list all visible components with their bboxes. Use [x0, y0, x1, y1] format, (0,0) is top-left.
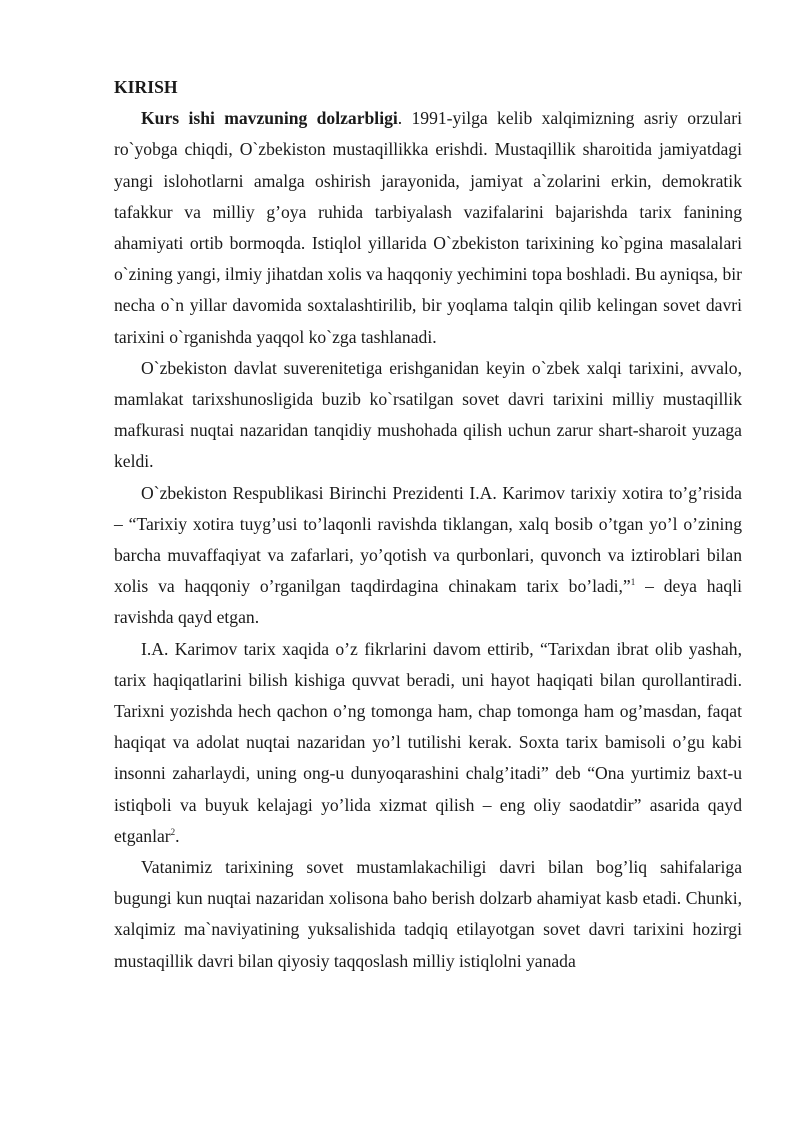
- paragraph-karimov-quote: [114, 634, 742, 852]
- paragraph-text: I.A. Karimov tarix xaqida o’z fikrlarini davom ettirib, “Tarixdan ibrat olib yashah, tarix haqiqatlarini bilish kishiga quvvat beradi, uni hayot haqiqati bilan qurollantiradi. Tarixni yozishda hech qachon o’ng tomonga ham, chap tomonga ham og’masdan, faqat haqiqat va adolat nuqtai nazaridan yo’l tutilishi kerak. Soxta tarix bamisoli o’gu kabi insonni zaharlaydi, uning ong-u dunyoqarashini chalg’itadi” deb “Ona yurtimiz baxt-u istiqboli va buyuk kelajagi yo’lida xizmat qilish – eng oliy saodatdir” asarida qayd etganlar: [114, 638, 742, 846]
- document-page: [114, 72, 742, 977]
- paragraph-lead: Kurs ishi mavzuning dolzarbligi: [141, 108, 398, 129]
- paragraph-sovereignty: [114, 353, 742, 478]
- footnote-marker[interactable]: 1: [630, 577, 636, 588]
- paragraph-text: O`zbekiston davlat suverenitetiga erishganidan keyin o`zbek xalqi tarixini, avvalo, mamlakat tarixshunosligida buzib ko`rsatilgan sovet davri tarixini milliy mustaqillik mafkurasi nuqtai nazaridan tanqidiy mushohada qilish uchun zarur shart-sharoit yuzaga keldi.: [114, 357, 742, 472]
- footnote-marker[interactable]: 2: [170, 827, 176, 838]
- paragraph-tail: – deya haqli ravishda qayd etgan.: [114, 576, 742, 628]
- paragraph-text: . 1991-yilga kelib xalqimizning asriy orzulari ro`yobga chiqdi, O`zbekiston mustaqillikka erishdi. Mustaqillik sharoitida jamiyatdagi yangi islohotlarni amalga oshirish jarayonida, jamiyat a`zolarini erkin, demokratik tafakkur va milliy g’oya ruhida tarbiyalash vazifalarini bajarishda tarix fanining ahamiyati ortib bormoqda. Istiqlol yillarida O`zbekiston tarixining ko`pgina masalalari o`zining yangi, ilmiy jihatdan xolis va haqqoniy yechimini topa boshladi. Bu ayniqsa, bir necha o`n yillar davomida soxtalashtirilib, bir yoqlama talqin qilib kelingan sovet davri tarixini o`rganishda yaqqol ko`zga tashlanadi.: [114, 108, 742, 347]
- paragraph-tail: .: [175, 825, 180, 846]
- section-heading: KIRISH: [114, 77, 178, 97]
- paragraph-text: O`zbekiston Respublikasi Birinchi Prezidenti I.A. Karimov tarixiy xotira to’g’risida – “Tarixiy xotira tuyg’usi to’laqonli ravishda tiklangan, xalq bosib o’tgan yo’l o’zining barcha muvaffaqiyat va zafarlari, yo’qotish va qurbonlari, quvonch va iztiroblari bilan xolis va haqqoniy o’rganilgan taqdirdagina chinakam tarix bo’ladi,”: [114, 482, 742, 597]
- paragraph-historical-memory: [114, 478, 742, 634]
- paragraph-soviet-period: [114, 852, 742, 977]
- paragraph-relevance: [114, 103, 742, 353]
- paragraph-text: Vatanimiz tarixining sovet mustamlakachiligi davri bilan bog’liq sahifalariga bugungi kun nuqtai nazaridan xolisona baho berish dolzarb ahamiyat kasb etadi. Chunki, xalqimiz ma`naviyatining yuksalishida tadqiq etilayotgan sovet davri tarixini hozirgi mustaqillik davri bilan qiyosiy taqqoslash milliy istiqlolni yanada: [114, 857, 742, 971]
